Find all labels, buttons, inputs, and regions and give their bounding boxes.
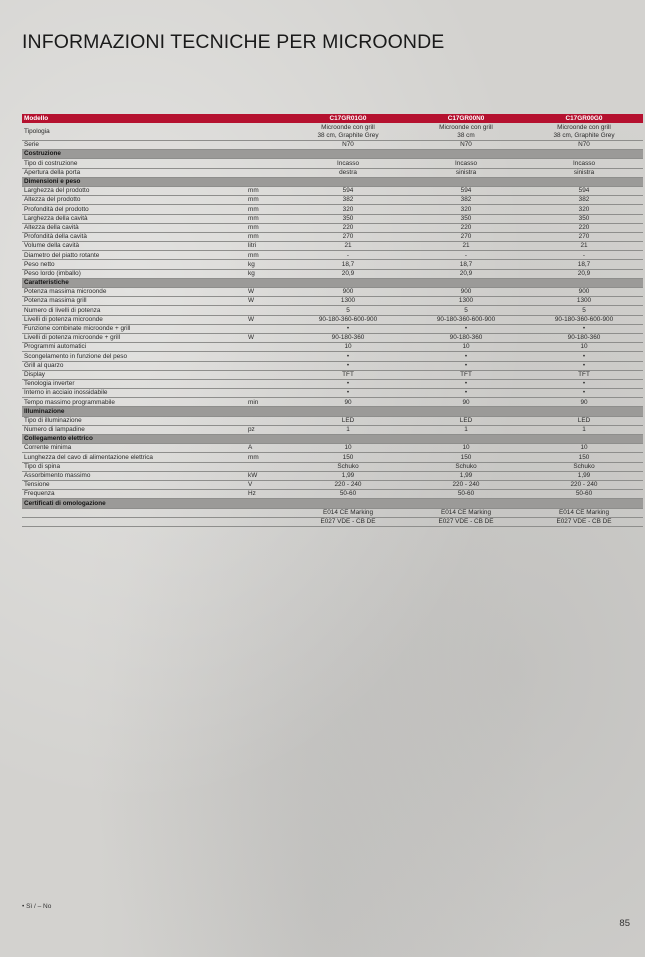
row-value: 1,99 (525, 471, 643, 480)
row-value: 220 - 240 (525, 480, 643, 489)
row-label: Apertura della porta (22, 168, 246, 177)
row-unit: Hz (246, 490, 289, 499)
row-value: 220 (525, 223, 643, 232)
spec-row (22, 159, 643, 168)
row-label: Profondità del prodotto (22, 205, 246, 214)
row-value: • (289, 379, 407, 388)
row-unit (246, 306, 289, 315)
row-label: Altezza del prodotto (22, 196, 246, 205)
row-value: 90-180-360-600-900 (525, 315, 643, 324)
row-value: 50-60 (407, 490, 525, 499)
row-value: 21 (525, 242, 643, 251)
spec-row (22, 168, 643, 177)
row-unit (246, 159, 289, 168)
row-unit: mm (246, 214, 289, 223)
row-value: 1 (289, 425, 407, 434)
spec-row (22, 297, 643, 306)
row-value: sinistra (525, 168, 643, 177)
row-label: Peso lordo (imballo) (22, 269, 246, 278)
spec-row (22, 205, 643, 214)
section-header-row (22, 435, 643, 444)
row-value: E027 VDE - CB DE (525, 517, 643, 526)
row-value: E014 CE Marking (289, 508, 407, 517)
row-value: 90 (525, 398, 643, 407)
spec-row (22, 186, 643, 195)
spec-row (22, 389, 643, 398)
row-value: • (525, 361, 643, 370)
section-header-row (22, 407, 643, 416)
row-value: 382 (407, 196, 525, 205)
row-unit: kg (246, 269, 289, 278)
row-value: • (289, 389, 407, 398)
row-value: 10 (525, 343, 643, 352)
row-label: Profondità della cavità (22, 232, 246, 241)
row-value: 900 (407, 288, 525, 297)
row-label: Tenologia inverter (22, 379, 246, 388)
row-value: 900 (525, 288, 643, 297)
row-unit: kg (246, 260, 289, 269)
section-title: Dimensioni e peso (22, 177, 643, 186)
spec-row (22, 196, 643, 205)
row-label: Tempo massimo programmabile (22, 398, 246, 407)
section-title: Illuminazione (22, 407, 643, 416)
row-value: Incasso (525, 159, 643, 168)
row-value: - (289, 251, 407, 260)
section-header-row (22, 177, 643, 186)
row-value (407, 123, 525, 141)
row-value: • (407, 361, 525, 370)
spec-row (22, 223, 643, 232)
model-code-3: C17GR00G0 (525, 114, 643, 123)
tipologia-line-2: 38 cm, Graphite Grey (553, 131, 615, 139)
row-label: Frequenza (22, 490, 246, 499)
page-title: INFORMAZIONI TECNICHE PER MICROONDE (22, 31, 445, 53)
spec-row (22, 453, 643, 462)
row-unit (246, 168, 289, 177)
row-unit: mm (246, 186, 289, 195)
spec-row (22, 315, 643, 324)
row-label: Programmi automatici (22, 343, 246, 352)
row-unit: litri (246, 242, 289, 251)
row-label: Potenza massima grill (22, 297, 246, 306)
row-value: E027 VDE - CB DE (407, 517, 525, 526)
row-value: • (289, 361, 407, 370)
model-header-unit (246, 114, 289, 123)
spec-row-tipologia (22, 123, 643, 141)
row-value: 220 (289, 223, 407, 232)
row-value: 220 - 240 (407, 480, 525, 489)
row-value: 20,9 (407, 269, 525, 278)
row-value: 900 (289, 288, 407, 297)
section-header-row (22, 499, 643, 508)
row-value: 10 (525, 444, 643, 453)
row-unit (246, 352, 289, 361)
row-value: 1,99 (289, 471, 407, 480)
row-value: 50-60 (289, 490, 407, 499)
row-unit: min (246, 398, 289, 407)
spec-table (22, 114, 643, 527)
row-value: 150 (289, 453, 407, 462)
row-label: Numero di livelli di potenza (22, 306, 246, 315)
row-label: Tipologia (22, 123, 246, 141)
row-value: 594 (289, 186, 407, 195)
row-value: N70 (525, 141, 643, 150)
spec-row (22, 251, 643, 260)
row-value: 10 (289, 444, 407, 453)
row-value: 350 (407, 214, 525, 223)
row-value: N70 (289, 141, 407, 150)
row-label: Corrente minima (22, 444, 246, 453)
row-value: 20,9 (289, 269, 407, 278)
row-value: • (525, 389, 643, 398)
row-label: Peso netto (22, 260, 246, 269)
spec-row (22, 490, 643, 499)
row-unit: V (246, 480, 289, 489)
row-label (22, 508, 246, 517)
row-unit: mm (246, 205, 289, 214)
row-value: 10 (289, 343, 407, 352)
row-label: Lunghezza del cavo di alimentazione elettrica (22, 453, 246, 462)
spec-row (22, 480, 643, 489)
row-value: 90 (289, 398, 407, 407)
row-label: Livelli di potenza microonde + grill (22, 333, 246, 342)
spec-row (22, 444, 643, 453)
row-unit: W (246, 315, 289, 324)
spec-row (22, 343, 643, 352)
row-label: Tipo di illuminazione (22, 416, 246, 425)
spec-row (22, 425, 643, 434)
row-value: TFT (525, 370, 643, 379)
row-value: destra (289, 168, 407, 177)
row-value: 10 (407, 343, 525, 352)
row-value: • (525, 379, 643, 388)
spec-row (22, 260, 643, 269)
row-value: 594 (525, 186, 643, 195)
row-label: Tipo di costruzione (22, 159, 246, 168)
spec-row (22, 242, 643, 251)
row-unit (246, 379, 289, 388)
row-unit: mm (246, 232, 289, 241)
row-value: 320 (289, 205, 407, 214)
row-label: Scongelamento in funzione del peso (22, 352, 246, 361)
row-value: Schuko (289, 462, 407, 471)
tipologia-line-1: Microonde con grill (557, 123, 611, 131)
row-value: • (407, 352, 525, 361)
spec-row (22, 232, 643, 241)
row-value: LED (289, 416, 407, 425)
legend-note: • Sì / – No (22, 903, 52, 910)
row-label: Grill al quarzo (22, 361, 246, 370)
section-header-row (22, 278, 643, 287)
row-label: Interno in acciaio inossidabile (22, 389, 246, 398)
row-value: 270 (289, 232, 407, 241)
model-header-label: Modello (22, 114, 246, 123)
section-title: Caratteristiche (22, 278, 643, 287)
row-value: 90-180-360-600-900 (407, 315, 525, 324)
spec-row (22, 379, 643, 388)
row-label: Numero di lampadine (22, 425, 246, 434)
row-unit (246, 508, 289, 517)
row-value: 1,99 (407, 471, 525, 480)
row-value: E027 VDE - CB DE (289, 517, 407, 526)
spec-row (22, 398, 643, 407)
row-value: • (407, 324, 525, 333)
row-unit (246, 462, 289, 471)
row-value: 21 (407, 242, 525, 251)
row-value: 50-60 (525, 490, 643, 499)
row-value: - (525, 251, 643, 260)
row-unit (246, 343, 289, 352)
tipologia-line-1: Microonde con grill (321, 123, 375, 131)
row-label: Larghezza della cavità (22, 214, 246, 223)
spec-row-serie (22, 141, 643, 150)
row-value: Incasso (407, 159, 525, 168)
row-value: 18,7 (289, 260, 407, 269)
row-value: 90 (407, 398, 525, 407)
row-label: Volume della cavità (22, 242, 246, 251)
row-value: 5 (525, 306, 643, 315)
tipologia-line-1: Microonde con grill (439, 123, 493, 131)
row-unit: pz (246, 425, 289, 434)
row-value: • (289, 324, 407, 333)
row-unit (246, 361, 289, 370)
row-label: Serie (22, 141, 246, 150)
spec-row (22, 361, 643, 370)
spec-row (22, 471, 643, 480)
spec-table-body (22, 114, 643, 526)
row-label: Display (22, 370, 246, 379)
spec-row (22, 462, 643, 471)
row-value (289, 123, 407, 141)
row-unit: W (246, 333, 289, 342)
row-unit: kW (246, 471, 289, 480)
row-value: 320 (525, 205, 643, 214)
page-number: 85 (619, 918, 630, 929)
row-unit: W (246, 297, 289, 306)
row-unit: A (246, 444, 289, 453)
row-value: • (407, 389, 525, 398)
row-value: 350 (289, 214, 407, 223)
row-value: 350 (525, 214, 643, 223)
row-label (22, 517, 246, 526)
spec-row (22, 333, 643, 342)
row-value: TFT (407, 370, 525, 379)
row-value: 594 (407, 186, 525, 195)
model-header-row (22, 114, 643, 123)
spec-row (22, 214, 643, 223)
row-value: 270 (525, 232, 643, 241)
row-value: 20,9 (525, 269, 643, 278)
row-unit: mm (246, 251, 289, 260)
row-label: Diametro del piatto rotante (22, 251, 246, 260)
row-value: 220 - 240 (289, 480, 407, 489)
row-value: LED (525, 416, 643, 425)
row-value: • (407, 379, 525, 388)
row-value: • (525, 324, 643, 333)
row-unit (246, 416, 289, 425)
row-value: 18,7 (407, 260, 525, 269)
spec-row (22, 370, 643, 379)
spec-row (22, 288, 643, 297)
row-label: Tipo di spina (22, 462, 246, 471)
row-value: 320 (407, 205, 525, 214)
row-unit (246, 389, 289, 398)
row-label: Tensione (22, 480, 246, 489)
row-label: Altezza della cavità (22, 223, 246, 232)
row-unit: mm (246, 453, 289, 462)
row-value: 1300 (407, 297, 525, 306)
row-label: Larghezza del prodotto (22, 186, 246, 195)
row-value: 150 (407, 453, 525, 462)
row-value: 382 (289, 196, 407, 205)
spec-row (22, 352, 643, 361)
model-code-1: C17GR01G0 (289, 114, 407, 123)
row-value: E014 CE Marking (407, 508, 525, 517)
row-value: N70 (407, 141, 525, 150)
row-value: 10 (407, 444, 525, 453)
row-value: 382 (525, 196, 643, 205)
row-unit (246, 141, 289, 150)
spec-row (22, 324, 643, 333)
row-value: Schuko (407, 462, 525, 471)
row-value: Schuko (525, 462, 643, 471)
row-value: TFT (289, 370, 407, 379)
row-value: 1300 (289, 297, 407, 306)
row-value: 1 (525, 425, 643, 434)
row-value: LED (407, 416, 525, 425)
row-value: Incasso (289, 159, 407, 168)
section-title: Costruzione (22, 150, 643, 159)
tipologia-line-2: 38 cm, Graphite Grey (317, 131, 379, 139)
row-unit (246, 123, 289, 141)
row-label: Potenza massima microonde (22, 288, 246, 297)
spec-row (22, 517, 643, 526)
row-value: 90-180-360 (289, 333, 407, 342)
row-value: • (289, 352, 407, 361)
row-value: 90-180-360-600-900 (289, 315, 407, 324)
row-value: 5 (289, 306, 407, 315)
row-value: sinistra (407, 168, 525, 177)
row-unit: mm (246, 223, 289, 232)
spec-row (22, 416, 643, 425)
row-value: 18,7 (525, 260, 643, 269)
row-value: 150 (525, 453, 643, 462)
row-value: 220 (407, 223, 525, 232)
row-value: 1300 (525, 297, 643, 306)
section-header-row (22, 150, 643, 159)
row-value: 5 (407, 306, 525, 315)
row-unit: W (246, 288, 289, 297)
row-unit: mm (246, 196, 289, 205)
section-title: Collegamento elettrico (22, 435, 643, 444)
row-value: 90-180-360 (407, 333, 525, 342)
row-value: 1 (407, 425, 525, 434)
row-label: Assorbimento massimo (22, 471, 246, 480)
row-value: 21 (289, 242, 407, 251)
row-value: E014 CE Marking (525, 508, 643, 517)
row-value: 90-180-360 (525, 333, 643, 342)
row-value: - (407, 251, 525, 260)
row-unit (246, 370, 289, 379)
row-label: Funzione combinate microonde + grill (22, 324, 246, 333)
spec-row (22, 508, 643, 517)
spec-row (22, 269, 643, 278)
row-value: • (525, 352, 643, 361)
section-title: Certificati di omologazione (22, 499, 643, 508)
row-label: Livelli di potenza microonde (22, 315, 246, 324)
spec-row (22, 306, 643, 315)
row-value: 270 (407, 232, 525, 241)
model-code-2: C17GR00N0 (407, 114, 525, 123)
row-value (525, 123, 643, 141)
row-unit (246, 324, 289, 333)
row-unit (246, 517, 289, 526)
tipologia-line-2: 38 cm (457, 131, 475, 139)
